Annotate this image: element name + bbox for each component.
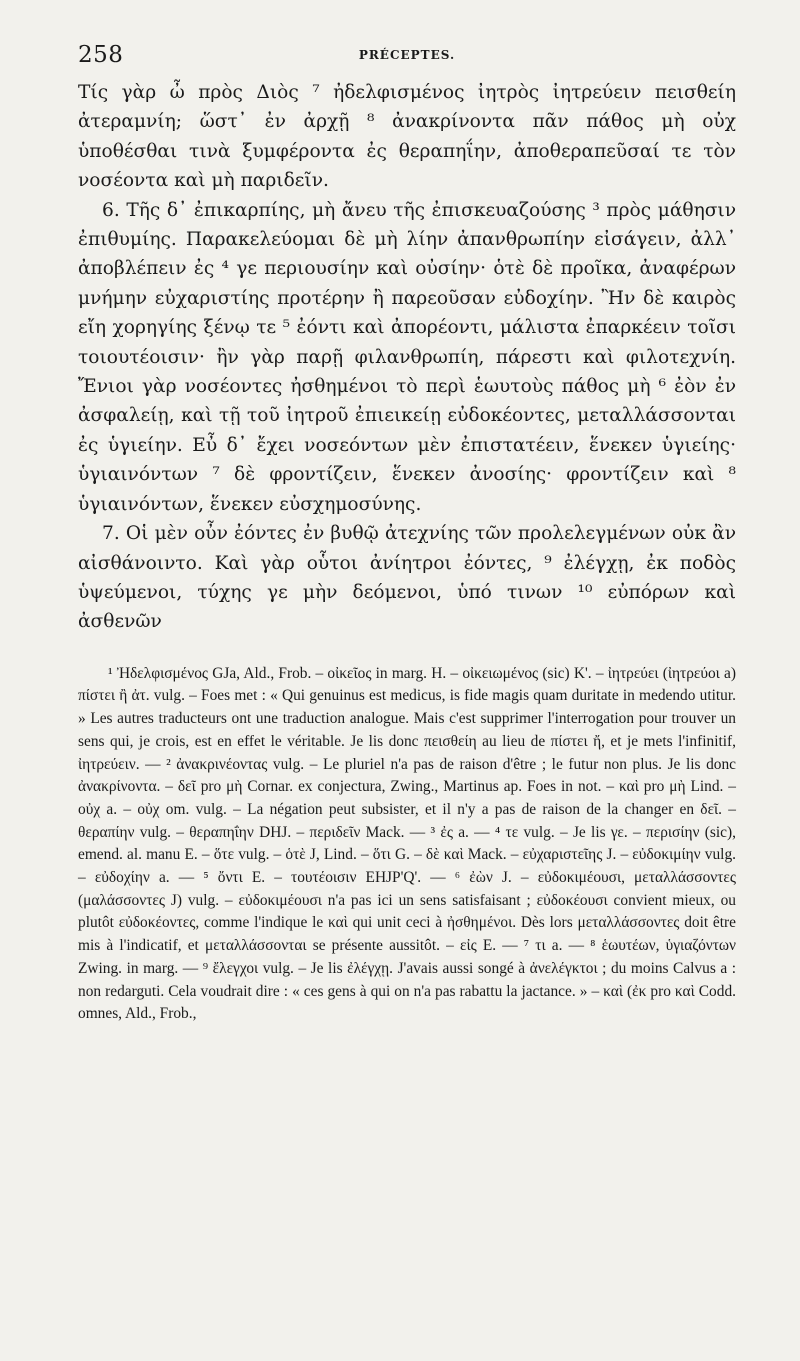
running-title: PRÉCEPTES. bbox=[358, 48, 456, 62]
page-number: 258 bbox=[78, 42, 124, 68]
footnotes bbox=[78, 663, 736, 1026]
footnote-block: ¹ Ἠδελφισμένος GJa, Ald., Frob. – οἰκεῖος in marg. H. – οἰκειωμένος (sic) K'. – ἰητρεύει (ἰητρεύοι a) πίστει ἢ ἀτ. vulg. – Foes met : « Qui genuinus est medicus, is fide magis quam duritate in medendo utitur. » Les autres traducteurs ont une traduction analogue. Mais c'est supprimer l'interrogation pour trouver un sens qui, je crois, est en effet le véritable. Je lis donc πεισθείη au lieu de πίστει ἤ, et je mets l'infinitif, ἰητρεύειν. — ² ἀνακρινέοντας vulg. – Le pluriel n'a pas de raison d'être ; le futur non plus. Je lis donc ἀνακρίνοντα. – δεῖ pro μὴ Cornar. ex conjectura, Zwing., Martinus ap. Foes in not. – καὶ pro μὴ Lind. – οὐχ a. – οὐχ om. vulg. – La négation peut subsister, et il n'y a pas de raison de la changer en δεῖ. – θεραπίην vulg. – θεραπηΐην DHJ. – περιδεῖν Mack. — ³ ἐς a. — ⁴ τε vulg. – Je lis γε. – περισίην (sic), emend. al. manu E. – ὅτε vulg. – ὁτὲ J, Lind. – ὅτι G. – δὲ καὶ Mack. – εὐχαριστεῖης J. – εὐδοκιμίην vulg. – εὐδοχίην a. — ⁵ ὄντι E. – τουτέοισιν EHJP'Q'. — ⁶ ἐὼν J. – εὐδοκιμέουσι, μεταλλάσσοντες (μαλάσσοντες J) vulg. – εὐδοκιμέουσι n'a pas ici un sens satisfaisant ; εὐδοκέουσι convient mieux, ou plutôt εὐδοκέοντες, comme l'indique le καὶ qui unit ceci à ἠσθημένοι. Dès lors μεταλλάσσοντες doit être mis à l'indicatif, et μεταλλάσσονται se présente aussitôt. – εἰς E. — ⁷ τι a. — ⁸ ἑωυτέων, ὑγιαζόντων Zwing. in marg. — ⁹ ἔλεγχοι vulg. – Je lis ἐλέγχῃ. J'avais aussi songé à ἀνελέγκτοι ; du moins Calvus a : non redarguti. Cela voudrait dire : « ces gens à qui on n'a pas rabattu la jactance. » – καὶ (ἐκ pro καὶ Codd. omnes, Ald., Frob., bbox=[78, 664, 736, 1023]
running-head bbox=[78, 38, 736, 78]
paragraph-5-end: Τίς γὰρ ὦ πρὸς Διὸς ⁷ ἠδελφισμένος ἰητρὸς ἰητρεύειν πεισθείη ἀτεραμνίη; ὥστ᾽ ἐν ἀρχῇ ⁸ ἀνακρίνοντα πᾶν πάθος μὴ οὐχ ὑποθέσθαι τινὰ ξυμφέροντα ἐς θεραπηΐην, ἀποθεραπεῦσαί τε τὸν νοσέοντα καὶ μὴ παριδεῖν. bbox=[78, 82, 736, 192]
paragraph-7: 7. Οἱ μὲν οὖν ἐόντες ἐν βυθῷ ἀτεχνίης τῶν προλελεγμένων οὐκ ἂν αἰσθάνοιντο. Καὶ γὰρ οὗτοι ἀνίητροι ἐόντες, ⁹ ἐλέγχῃ, ἐκ ποδὸς ὑψεύμενοι, τύχης γε μὴν δεόμενοι, ὑπό τινων ¹⁰ εὐπόρων καὶ ἀσθενῶν bbox=[78, 523, 736, 633]
greek-main-text bbox=[78, 78, 736, 637]
paragraph-6: 6. Τῆς δ᾽ ἐπικαρπίης, μὴ ἄνευ τῆς ἐπισκευαζούσης ³ πρὸς μάθησιν ἐπιθυμίης. Παρακελεύομαι δὲ μὴ λίην ἀπανθρωπίην εἰσάγειν, ἀλλ᾽ ἀποβλέπειν ἐς ⁴ γε περιουσίην καὶ οὐσίην· ὁτὲ δὲ προῖκα, ἀναφέρων μνήμην εὐχαριστίης προτέρην ἢ παρεοῦσαν εὐδοχίην. Ἢν δὲ καιρὸς εἴη χορηγίης ξένῳ τε ⁵ ἐόντι καὶ ἀπορέοντι, μάλιστα ἐπαρκέειν τοῖσι τοιουτέοισιν· ἢν γὰρ παρῇ φιλανθρωπίη, πάρεστι καὶ φιλοτεχνίη. Ἔνιοι γὰρ νοσέοντες ἠσθημένοι τὸ περὶ ἑωυτοὺς πάθος μὴ ⁶ ἐὸν ἐν ἀσφαλείῃ, καὶ τῇ τοῦ ἰητροῦ ἐπιεικείῃ εὐδοκέοντες, μεταλλάσσονται ἐς ὑγιείην. Εὖ δ᾽ ἔχει νοσεόντων μὲν ἐπιστατέειν, ἕνεκεν ὑγιείης· ὑγιαινόντων ⁷ δὲ φροντίζειν, ἕνεκεν ἀνοσίης· φροντίζειν καὶ ⁸ ὑγιαινόντων, ἕνεκεν εὐσχημοσύνης. bbox=[78, 199, 736, 515]
